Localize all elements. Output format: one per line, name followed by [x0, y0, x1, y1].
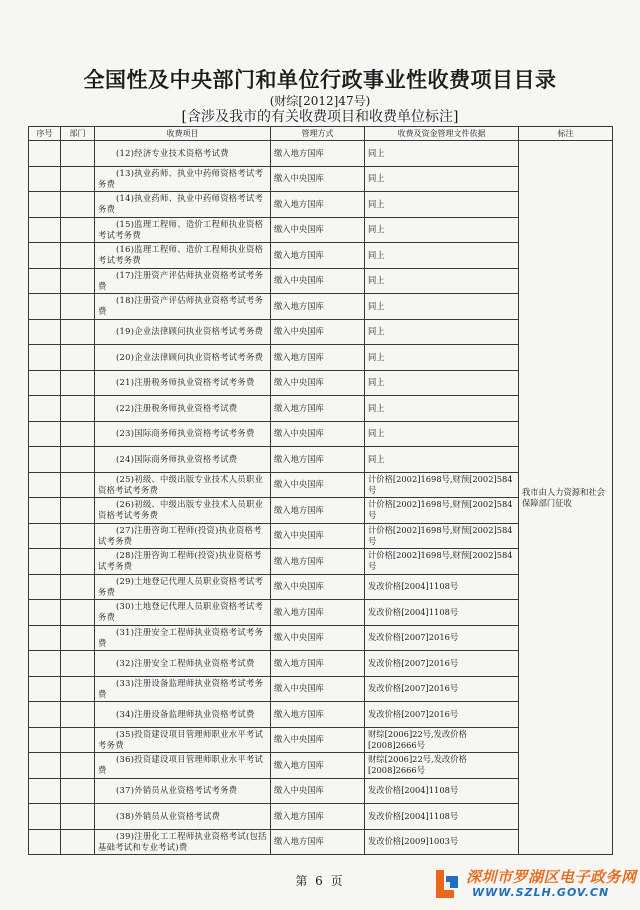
cell-management-mode: 缴入中央国库 — [271, 625, 365, 651]
cell-index — [29, 396, 61, 422]
cell-management-mode: 缴入中央国库 — [271, 778, 365, 804]
watermark — [432, 862, 637, 904]
cell-management-mode: 缴入中央国库 — [271, 217, 365, 243]
cell-fee-item: (39)注册化工工程师执业资格考试(包括基础考试和专业考试)费 — [95, 829, 271, 855]
cell-document-basis: 计价格[2002]1698号,财预[2002]584号 — [365, 549, 519, 575]
cell-fee-item: (21)注册税务师执业资格考试考务费 — [95, 370, 271, 396]
cell-fee-item: (38)外销员从业资格考试费 — [95, 804, 271, 830]
cell-management-mode: 缴入中央国库 — [271, 574, 365, 600]
cell-management-mode: 缴入中央国库 — [271, 421, 365, 447]
cell-department — [61, 651, 95, 677]
cell-document-basis: 同上 — [365, 294, 519, 320]
cell-department — [61, 421, 95, 447]
cell-management-mode: 缴入地方国库 — [271, 753, 365, 779]
cell-index — [29, 676, 61, 702]
cell-fee-item: (19)企业法律顾问执业资格考试考务费 — [95, 319, 271, 345]
cell-document-basis: 发改价格[2004]1108号 — [365, 804, 519, 830]
fee-table — [28, 126, 613, 855]
cell-fee-item: (14)执业药师、执业中药师资格考试考务费 — [95, 192, 271, 218]
cell-department — [61, 574, 95, 600]
watermark-url: WWW.SZLH.GOV.CN — [472, 886, 610, 899]
cell-remark: 我市由人力资源和社会保障部门征收 — [519, 141, 613, 855]
cell-document-basis: 同上 — [365, 447, 519, 473]
cell-fee-item: (35)投资建设项目管理师职业水平考试考务费 — [95, 727, 271, 753]
cell-management-mode: 缴入地方国库 — [271, 651, 365, 677]
cell-document-basis: 发改价格[2007]2016号 — [365, 702, 519, 728]
cell-department — [61, 702, 95, 728]
cell-document-basis: 计价格[2002]1698号,财预[2002]584号 — [365, 498, 519, 524]
cell-department — [61, 498, 95, 524]
cell-management-mode: 缴入地方国库 — [271, 804, 365, 830]
cell-index — [29, 523, 61, 549]
cell-management-mode: 缴入中央国库 — [271, 676, 365, 702]
cell-document-basis: 发改价格[2007]2016号 — [365, 625, 519, 651]
cell-department — [61, 676, 95, 702]
cell-index — [29, 472, 61, 498]
cell-index — [29, 268, 61, 294]
document-subtitle: (财综[2012]47号) — [269, 94, 371, 108]
cell-management-mode: 缴入中央国库 — [271, 472, 365, 498]
cell-document-basis: 同上 — [365, 243, 519, 269]
cell-index — [29, 549, 61, 575]
cell-fee-item: (28)注册咨询工程师(投资)执业资格考试考务费 — [95, 549, 271, 575]
cell-fee-item: (36)投资建设项目管理师职业水平考试费 — [95, 753, 271, 779]
cell-index — [29, 141, 61, 167]
cell-management-mode: 缴入地方国库 — [271, 396, 365, 422]
cell-index — [29, 804, 61, 830]
cell-management-mode: 缴入地方国库 — [271, 192, 365, 218]
cell-document-basis: 同上 — [365, 166, 519, 192]
cell-fee-item: (37)外销员从业资格考试考务费 — [95, 778, 271, 804]
cell-document-basis: 同上 — [365, 345, 519, 371]
cell-document-basis: 发改价格[2009]1003号 — [365, 829, 519, 855]
cell-management-mode: 缴入中央国库 — [271, 727, 365, 753]
cell-management-mode: 缴入地方国库 — [271, 243, 365, 269]
cell-management-mode: 缴入地方国库 — [271, 447, 365, 473]
cell-document-basis: 同上 — [365, 192, 519, 218]
header-index: 序号 — [29, 127, 61, 141]
cell-department — [61, 319, 95, 345]
cell-management-mode: 缴入地方国库 — [271, 345, 365, 371]
cell-department — [61, 753, 95, 779]
cell-document-basis: 计价格[2002]1698号,财预[2002]584号 — [365, 523, 519, 549]
cell-index — [29, 574, 61, 600]
cell-management-mode: 缴入中央国库 — [271, 370, 365, 396]
cell-index — [29, 217, 61, 243]
cell-index — [29, 421, 61, 447]
cell-document-basis: 同上 — [365, 396, 519, 422]
cell-fee-item: (16)监理工程师、造价工程师执业资格考试考务费 — [95, 243, 271, 269]
header-fee-item: 收费项目 — [95, 127, 271, 141]
cell-document-basis: 同上 — [365, 217, 519, 243]
cell-document-basis: 同上 — [365, 370, 519, 396]
cell-department — [61, 396, 95, 422]
cell-fee-item: (25)初级、中级出版专业技术人员职业资格考试考务费 — [95, 472, 271, 498]
cell-document-basis: 发改价格[2007]2016号 — [365, 651, 519, 677]
cell-document-basis: 发改价格[2004]1108号 — [365, 600, 519, 626]
cell-index — [29, 600, 61, 626]
cell-index — [29, 345, 61, 371]
cell-management-mode: 缴入地方国库 — [271, 829, 365, 855]
cell-management-mode: 缴入地方国库 — [271, 702, 365, 728]
cell-index — [29, 778, 61, 804]
cell-document-basis: 同上 — [365, 421, 519, 447]
cell-index — [29, 166, 61, 192]
cell-document-basis: 同上 — [365, 141, 519, 167]
cell-management-mode: 缴入地方国库 — [271, 294, 365, 320]
cell-fee-item: (31)注册安全工程师执业资格考试考务费 — [95, 625, 271, 651]
cell-index — [29, 651, 61, 677]
cell-fee-item: (17)注册资产评估师执业资格考试考务费 — [95, 268, 271, 294]
header-remark: 标注 — [519, 127, 613, 141]
cell-document-basis: 计价格[2002]1698号,财预[2002]584号 — [365, 472, 519, 498]
cell-department — [61, 472, 95, 498]
cell-department — [61, 600, 95, 626]
header-department: 部门 — [61, 127, 95, 141]
cell-fee-item: (32)注册安全工程师执业资格考试费 — [95, 651, 271, 677]
cell-index — [29, 753, 61, 779]
cell-index — [29, 294, 61, 320]
cell-management-mode: 缴入中央国库 — [271, 268, 365, 294]
cell-fee-item: (29)土地登记代理人员职业资格考试考务费 — [95, 574, 271, 600]
table-body — [29, 141, 613, 855]
document-title: 全国性及中央部门和单位行政事业性收费项目目录 — [83, 68, 557, 92]
cell-index — [29, 829, 61, 855]
cell-department — [61, 447, 95, 473]
cell-fee-item: (27)注册咨询工程师(投资)执业资格考试考务费 — [95, 523, 271, 549]
cell-fee-item: (24)国际商务师执业资格考试费 — [95, 447, 271, 473]
table-row — [29, 141, 613, 167]
cell-department — [61, 804, 95, 830]
cell-index — [29, 702, 61, 728]
cell-department — [61, 370, 95, 396]
cell-department — [61, 141, 95, 167]
page-number: 第 6 页 — [295, 874, 345, 888]
cell-department — [61, 268, 95, 294]
cell-fee-item: (20)企业法律顾问执业资格考试考务费 — [95, 345, 271, 371]
cell-management-mode: 缴入地方国库 — [271, 141, 365, 167]
cell-index — [29, 243, 61, 269]
cell-management-mode: 缴入中央国库 — [271, 319, 365, 345]
cell-document-basis: 同上 — [365, 319, 519, 345]
cell-management-mode: 缴入地方国库 — [271, 498, 365, 524]
cell-department — [61, 166, 95, 192]
cell-fee-item: (30)土地登记代理人员职业资格考试考务费 — [95, 600, 271, 626]
cell-department — [61, 217, 95, 243]
cell-department — [61, 625, 95, 651]
cell-index — [29, 319, 61, 345]
cell-document-basis: 发改价格[2004]1108号 — [365, 574, 519, 600]
cell-management-mode: 缴入地方国库 — [271, 600, 365, 626]
cell-department — [61, 727, 95, 753]
cell-fee-item: (18)注册资产评估师执业资格考试考务费 — [95, 294, 271, 320]
cell-fee-item: (22)注册税务师执业资格考试费 — [95, 396, 271, 422]
cell-fee-item: (33)注册设备监理师执业资格考试考务费 — [95, 676, 271, 702]
cell-department — [61, 549, 95, 575]
cell-document-basis: 同上 — [365, 268, 519, 294]
cell-fee-item: (15)监理工程师、造价工程师执业资格考试考务费 — [95, 217, 271, 243]
header-management-mode: 管理方式 — [271, 127, 365, 141]
cell-document-basis: 发改价格[2004]1108号 — [365, 778, 519, 804]
cell-fee-item: (26)初级、中级出版专业技术人员职业资格考试考务费 — [95, 498, 271, 524]
cell-index — [29, 192, 61, 218]
cell-document-basis: 财综[2006]22号,发改价格[2008]2666号 — [365, 727, 519, 753]
cell-department — [61, 192, 95, 218]
cell-fee-item: (23)国际商务师执业资格考试考务费 — [95, 421, 271, 447]
cell-management-mode: 缴入中央国库 — [271, 166, 365, 192]
cell-department — [61, 243, 95, 269]
cell-fee-item: (13)执业药师、执业中药师资格考试考务费 — [95, 166, 271, 192]
cell-index — [29, 370, 61, 396]
cell-document-basis: 财综[2006]22号,发改价格[2008]2666号 — [365, 753, 519, 779]
header-document-basis: 收费及资金管理文件依据 — [365, 127, 519, 141]
cell-department — [61, 345, 95, 371]
cell-index — [29, 727, 61, 753]
cell-index — [29, 447, 61, 473]
cell-fee-item: (12)经济专业技术资格考试费 — [95, 141, 271, 167]
document-note: [含涉及我市的有关收费项目和收费单位标注] — [181, 109, 459, 125]
cell-department — [61, 294, 95, 320]
watermark-site-title: 深圳市罗湖区电子政务网 — [466, 868, 637, 886]
cell-document-basis: 发改价格[2007]2016号 — [365, 676, 519, 702]
cell-department — [61, 523, 95, 549]
cell-department — [61, 778, 95, 804]
cell-management-mode: 缴入中央国库 — [271, 523, 365, 549]
cell-fee-item: (34)注册设备监理师执业资格考试费 — [95, 702, 271, 728]
cell-department — [61, 829, 95, 855]
table-header-row — [29, 127, 613, 141]
cell-index — [29, 498, 61, 524]
cell-index — [29, 625, 61, 651]
site-logo-icon — [432, 866, 462, 900]
cell-management-mode: 缴入地方国库 — [271, 549, 365, 575]
